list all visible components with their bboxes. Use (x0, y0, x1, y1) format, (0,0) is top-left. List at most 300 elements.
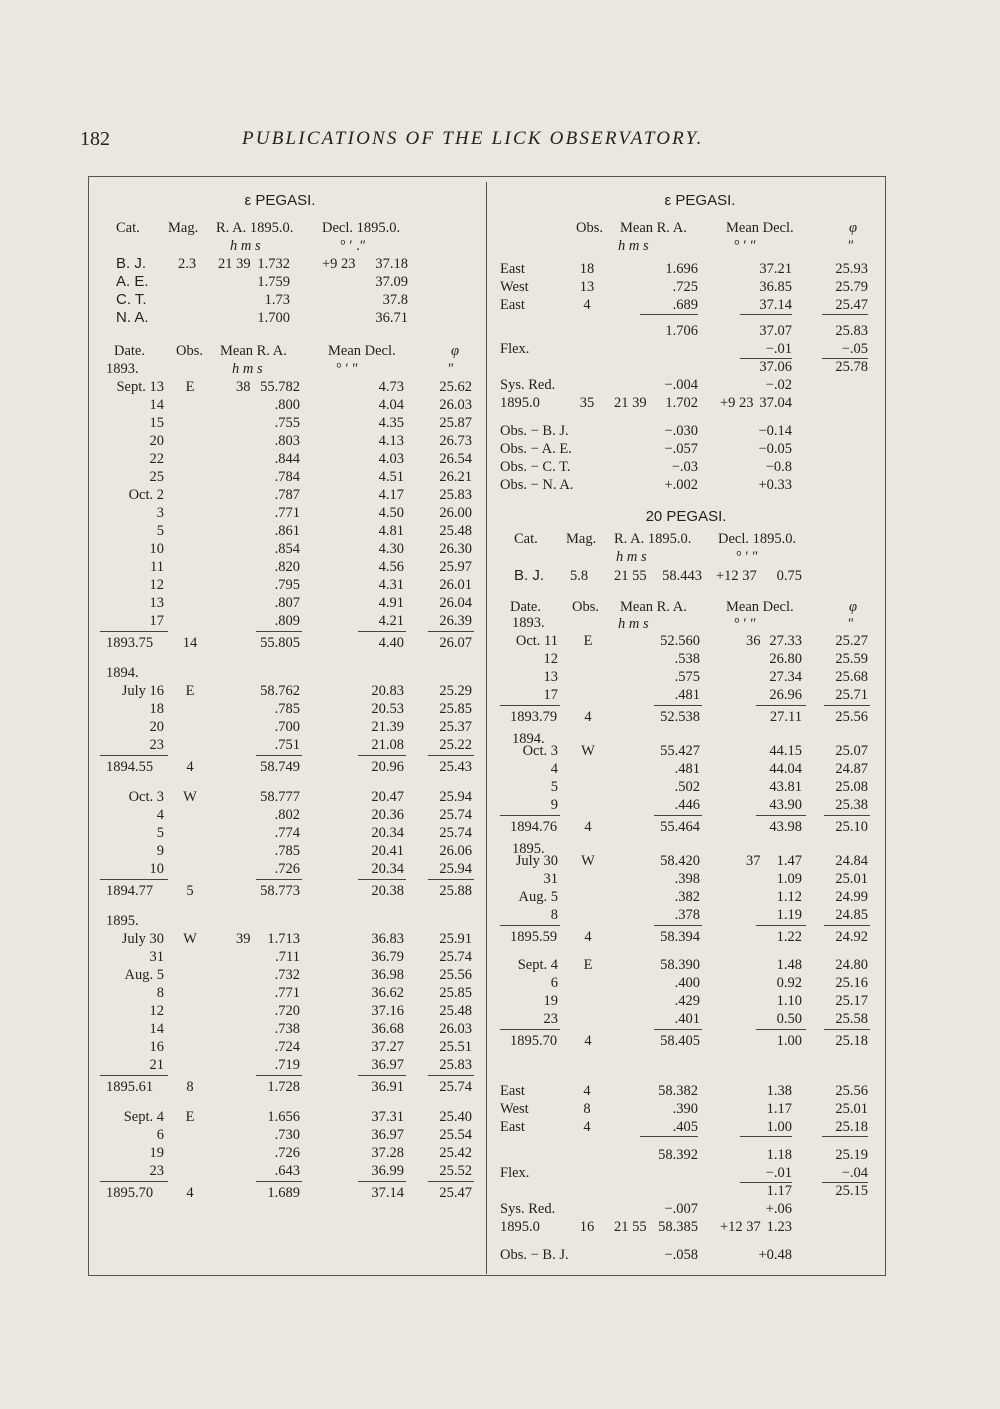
obs-observer: E (185, 1109, 195, 1125)
obs-phi: 24.92 (835, 929, 868, 945)
obs-phi: 26.03 (439, 1021, 472, 1037)
column-divider (486, 182, 487, 1274)
obs-phi: 25.07 (835, 743, 868, 759)
obs-ra-sec: .575 (674, 669, 700, 685)
obs-decl: 36.68 (371, 1021, 404, 1037)
obs-decl: 36.79 (371, 949, 404, 965)
summary-label: East (500, 297, 525, 313)
summary-label: Obs. − N. A. (500, 477, 574, 493)
obs-date: 12 (149, 577, 164, 593)
sum-rule (824, 705, 870, 706)
summary-label: Sys. Red. (500, 1201, 556, 1217)
obs-date: 16 (149, 1039, 164, 1055)
obs-ra-sec: 55.782 (260, 379, 300, 395)
obs-date: 14 (149, 1021, 164, 1037)
obs-date: 6 (550, 975, 558, 991)
summary-decl-sec: 36.85 (759, 279, 792, 295)
sum-rule (428, 879, 474, 880)
obs-date: 21 (149, 1057, 164, 1073)
obs-decl: 0.50 (776, 1011, 802, 1027)
obs-decl: 36.62 (371, 985, 404, 1001)
obs-phi: 25.83 (439, 487, 472, 503)
summary-label: East (500, 1083, 525, 1099)
obs-decl: 20.53 (371, 701, 404, 717)
summary-obs: 16 (579, 1219, 595, 1235)
catalog-name: B. J. (514, 567, 545, 584)
col-header-mean-ra: Mean R. A. (620, 599, 687, 615)
obs-date: 3 (156, 505, 164, 521)
obs-decl: 4.73 (378, 379, 404, 395)
summary-decl-sec: 37.21 (759, 261, 792, 277)
obs-date: 22 (149, 451, 164, 467)
obs-phi: 24.99 (835, 889, 868, 905)
sum-rule (756, 925, 806, 926)
phi-units: ″ (848, 616, 855, 632)
obs-decl: 1.22 (776, 929, 802, 945)
obs-ra-sec: .751 (274, 737, 300, 753)
ra-units: h m s (618, 616, 649, 632)
obs-phi: 24.84 (835, 853, 868, 869)
obs-decl: 4.21 (378, 613, 404, 629)
summary-phi: 25.56 (835, 1083, 868, 1099)
obs-phi: 25.18 (835, 1033, 868, 1049)
obs-date: 23 (149, 1163, 164, 1179)
obs-ra-sec: .726 (274, 1145, 300, 1161)
obs-decl: 20.83 (371, 683, 404, 699)
col-header-mean-decl: Mean Decl. (726, 599, 794, 615)
obs-decl: 1.10 (776, 993, 802, 1009)
obs-observer: 4 (584, 929, 592, 945)
obs-phi: 24.87 (835, 761, 868, 777)
obs-decl: 27.33 (769, 633, 802, 649)
obs-ra-sec: 55.464 (660, 819, 700, 835)
obs-date: 18 (149, 701, 164, 717)
obs-date: 11 (150, 559, 164, 575)
sum-rule (358, 1181, 406, 1182)
summary-decl-sec: +0.33 (758, 477, 792, 493)
obs-phi: 26.07 (439, 635, 472, 651)
obs-phi: 25.48 (439, 523, 472, 539)
sum-rule (500, 705, 560, 706)
obs-ra-sec: .378 (674, 907, 700, 923)
ra-units: h m s (230, 238, 261, 254)
obs-date: 10 (149, 861, 164, 877)
obs-ra-sec: .800 (274, 397, 300, 413)
phi-units: ″ (848, 238, 855, 254)
obs-ra-sec: .795 (274, 577, 300, 593)
obs-phi: 26.03 (439, 397, 472, 413)
summary-ra-sec: −.007 (664, 1201, 698, 1217)
summary-decl-sec: −0.05 (758, 441, 792, 457)
summary-decl-sec: −.02 (765, 377, 792, 393)
obs-ra-sec: .538 (674, 651, 700, 667)
catalog-name: B. J. (116, 255, 147, 272)
obs-date: Sept. 4 (517, 957, 558, 973)
summary-phi: 25.79 (835, 279, 868, 295)
summary-decl-sec: 37.14 (740, 296, 792, 315)
obs-ra-sec: 52.560 (660, 633, 700, 649)
sum-rule (756, 815, 806, 816)
summary-decl-sec: 37.04 (759, 395, 792, 411)
obs-decl: 1.48 (776, 957, 802, 973)
obs-phi: 25.48 (439, 1003, 472, 1019)
summary-label: Obs. − B. J. (500, 1247, 569, 1263)
catalog-ra-hm: 21 39 (218, 256, 251, 272)
summary-ra-sec: 1.702 (665, 395, 698, 411)
summary-ra-sec: .405 (640, 1118, 698, 1137)
summary-label: Obs. − B. J. (500, 423, 569, 439)
summary-obs: 4 (583, 297, 591, 313)
obs-date: 17 (149, 613, 164, 629)
obs-date: 23 (149, 737, 164, 753)
summary-ra-sec: .390 (672, 1101, 698, 1117)
obs-decl: 37.28 (371, 1145, 404, 1161)
obs-ra-sec: 58.749 (260, 759, 300, 775)
catalog-decl-dm: +9 23 (322, 256, 356, 272)
col-header-cat: Cat. (116, 220, 140, 236)
summary-phi: 25.01 (835, 1101, 868, 1117)
col-header-mean-ra: Mean R. A. (220, 343, 287, 359)
obs-phi: 25.43 (439, 759, 472, 775)
obs-observer: E (583, 633, 593, 649)
col-header-obs: Obs. (176, 343, 203, 359)
obs-ra-sec: .481 (674, 687, 700, 703)
summary-decl-sec: 1.17 (766, 1101, 792, 1117)
obs-decl: 4.31 (378, 577, 404, 593)
catalog-ra-s: 1.700 (257, 310, 290, 326)
col-header-date: Date. (114, 343, 145, 359)
obs-phi: 25.51 (439, 1039, 472, 1055)
section-title: 20 PEGASI. (645, 508, 727, 525)
catalog-decl-dm: +12 37 (716, 568, 757, 584)
obs-ra-sec: .807 (274, 595, 300, 611)
obs-date: 25 (149, 469, 164, 485)
obs-phi: 25.71 (835, 687, 868, 703)
summary-ra-sec: 1.696 (665, 261, 698, 277)
obs-date: 1894. (106, 665, 139, 681)
sum-rule (654, 925, 702, 926)
obs-decl: 43.81 (769, 779, 802, 795)
catalog-name: N. A. (116, 309, 149, 326)
obs-phi: 25.97 (439, 559, 472, 575)
summary-label: Obs. − A. E. (500, 441, 572, 457)
obs-date: 13 (149, 595, 164, 611)
obs-decl: 20.36 (371, 807, 404, 823)
sum-rule (500, 815, 560, 816)
obs-ra-sec: 55.805 (260, 635, 300, 651)
obs-phi: 24.85 (835, 907, 868, 923)
sum-rule (654, 705, 702, 706)
obs-date: 1894.77 (106, 883, 154, 899)
obs-ra-sec: .854 (274, 541, 300, 557)
obs-phi: 25.16 (835, 975, 868, 991)
section-title: ε PEGASI. (244, 192, 316, 209)
obs-ra-sec: .785 (274, 843, 300, 859)
obs-date: 5 (550, 779, 558, 795)
obs-decl: 20.47 (371, 789, 404, 805)
summary-phi: 25.15 (835, 1183, 868, 1199)
sum-rule (500, 1029, 560, 1030)
catalog-name: A. E. (116, 273, 149, 290)
obs-ra-sec: .400 (674, 975, 700, 991)
obs-ra-sec: .700 (274, 719, 300, 735)
catalog-ra-s: 1.759 (257, 274, 290, 290)
col-header-decl: Decl. 1895.0. (718, 531, 797, 547)
page-header (80, 128, 940, 158)
obs-observer: 8 (186, 1079, 194, 1095)
obs-ra-sec: .446 (674, 797, 700, 813)
obs-date: 19 (149, 1145, 164, 1161)
obs-ra-sec: .502 (674, 779, 700, 795)
obs-phi: 25.47 (439, 1185, 472, 1201)
obs-phi: 25.88 (439, 883, 472, 899)
obs-decl: 20.38 (371, 883, 404, 899)
col-header-decl: Decl. 1895.0. (322, 220, 401, 236)
obs-date: 1895. (512, 841, 545, 857)
sum-rule (428, 1075, 474, 1076)
summary-ra-sec: +.002 (664, 477, 698, 493)
obs-date: July 30 (121, 931, 164, 947)
summary-ra-sec: .689 (640, 296, 698, 315)
obs-date: 1895.59 (510, 929, 558, 945)
sum-rule (428, 1181, 474, 1182)
sum-rule (358, 1075, 406, 1076)
obs-phi: 25.01 (835, 871, 868, 887)
obs-decl: 1.19 (776, 907, 802, 923)
col-header-ra: R. A. 1895.0. (614, 531, 692, 547)
obs-ra-sec: .774 (274, 825, 300, 841)
obs-phi: 26.00 (439, 505, 472, 521)
summary-ra-sec: −.03 (671, 459, 698, 475)
obs-ra-sec: .803 (274, 433, 300, 449)
obs-decl: 26.96 (769, 687, 802, 703)
summary-label: East (500, 1119, 525, 1135)
obs-date: 4 (550, 761, 558, 777)
obs-date: 14 (149, 397, 164, 413)
sum-rule (756, 1029, 806, 1030)
obs-ra-sec: 58.405 (660, 1033, 700, 1049)
obs-decl: 37.27 (371, 1039, 404, 1055)
obs-phi: 26.21 (439, 469, 472, 485)
obs-phi: 25.59 (835, 651, 868, 667)
col-header-mag: Mag. (168, 220, 199, 236)
obs-phi: 25.08 (835, 779, 868, 795)
obs-observer: W (581, 853, 595, 869)
obs-decl: 0.92 (776, 975, 802, 991)
sum-rule (100, 755, 168, 756)
obs-decl: 4.30 (378, 541, 404, 557)
obs-ra-sec: 1.656 (267, 1109, 300, 1125)
obs-observer: W (183, 789, 197, 805)
obs-decl: 36.99 (371, 1163, 404, 1179)
obs-decl: 36.97 (371, 1057, 404, 1073)
col-header-mean-ra: Mean R. A. (620, 220, 687, 236)
decl-units: ° ′ ″ (336, 361, 359, 377)
obs-date: 31 (543, 871, 558, 887)
obs-date: 12 (149, 1003, 164, 1019)
obs-date: Aug. 5 (518, 889, 558, 905)
obs-date: 12 (543, 651, 558, 667)
obs-date: 19 (543, 993, 558, 1009)
obs-date: 9 (156, 843, 164, 859)
sum-rule (256, 879, 302, 880)
obs-observer: 4 (186, 1185, 194, 1201)
obs-phi: 25.42 (439, 1145, 472, 1161)
obs-decl: 4.56 (378, 559, 404, 575)
obs-date: July 16 (121, 683, 164, 699)
obs-date: 6 (156, 1127, 164, 1143)
obs-ra-sec: 55.427 (660, 743, 700, 759)
col-header-mean-decl: Mean Decl. (328, 343, 396, 359)
sum-rule (256, 755, 302, 756)
obs-ra-sec: .771 (274, 505, 300, 521)
obs-ra-sec: 52.538 (660, 709, 700, 725)
summary-label: Flex. (500, 1165, 530, 1181)
obs-phi: 25.27 (835, 633, 868, 649)
obs-phi: 26.54 (439, 451, 472, 467)
summary-label: Obs. − C. T. (500, 459, 571, 475)
obs-phi: 25.52 (439, 1163, 472, 1179)
catalog-name: C. T. (116, 291, 147, 308)
obs-date: 8 (156, 985, 164, 1001)
obs-phi: 25.87 (439, 415, 472, 431)
obs-decl: 21.39 (371, 719, 404, 735)
obs-ra-sec: 1.713 (267, 931, 300, 947)
obs-date: Oct. 11 (515, 633, 558, 649)
sum-rule (824, 1029, 870, 1030)
obs-phi: 25.10 (835, 819, 868, 835)
obs-date: 1893. (512, 615, 545, 631)
summary-label: Flex. (500, 341, 530, 357)
obs-phi: 25.40 (439, 1109, 472, 1125)
obs-decl: 43.98 (769, 819, 802, 835)
obs-decl: 4.03 (378, 451, 404, 467)
col-header-date: Date. (510, 599, 541, 615)
catalog-decl-s: 37.18 (375, 256, 408, 272)
sum-rule (500, 925, 560, 926)
col-header-phi: φ (848, 220, 858, 236)
obs-ra-sec: .802 (274, 807, 300, 823)
summary-ra-sec: 1.706 (665, 323, 698, 339)
col-header-phi: φ (450, 343, 460, 359)
obs-decl: 36.91 (371, 1079, 404, 1095)
summary-decl-sec: −0.8 (765, 459, 792, 475)
catalog-decl-s: 36.71 (375, 310, 408, 326)
obs-date: 1895.70 (510, 1033, 558, 1049)
obs-ra-sec: .787 (274, 487, 300, 503)
obs-decl: 36.97 (371, 1127, 404, 1143)
col-header-obs: Obs. (576, 220, 603, 236)
obs-phi: 25.74 (439, 807, 472, 823)
obs-ra-sec: .398 (674, 871, 700, 887)
obs-decl: 20.96 (371, 759, 404, 775)
obs-phi: 24.80 (835, 957, 868, 973)
summary-phi: 25.18 (822, 1118, 868, 1137)
obs-ra-sec: .401 (674, 1011, 700, 1027)
obs-decl: 4.50 (378, 505, 404, 521)
obs-date: 9 (550, 797, 558, 813)
obs-ra-sec: 1.689 (267, 1185, 300, 1201)
obs-phi: 25.56 (439, 967, 472, 983)
sum-rule (428, 631, 474, 632)
obs-ra-sec: .724 (274, 1039, 300, 1055)
obs-decl: 21.08 (371, 737, 404, 753)
obs-decl: 4.13 (378, 433, 404, 449)
obs-decl: 4.91 (378, 595, 404, 611)
summary-decl-sec: −.01 (740, 1164, 792, 1183)
summary-obs: 8 (583, 1101, 591, 1117)
sum-rule (428, 755, 474, 756)
sum-rule (256, 1075, 302, 1076)
col-header-cat: Cat. (514, 531, 538, 547)
summary-obs: 18 (579, 261, 595, 277)
summary-phi: 25.83 (835, 323, 868, 339)
summary-phi: 25.78 (835, 359, 868, 375)
obs-date: 20 (149, 719, 164, 735)
obs-decl: 37.31 (371, 1109, 404, 1125)
summary-ra-sec: −.004 (664, 377, 698, 393)
obs-decl: 4.04 (378, 397, 404, 413)
phi-units: ″ (448, 361, 455, 377)
summary-decl-sec: −.01 (740, 340, 792, 359)
obs-ra-sec: .844 (274, 451, 300, 467)
summary-phi: 25.93 (835, 261, 868, 277)
obs-date: Sept. 13 (116, 379, 164, 395)
obs-observer: 4 (584, 819, 592, 835)
summary-obs: 35 (579, 395, 595, 411)
summary-obs: 13 (579, 279, 595, 295)
obs-ra-sec: .726 (274, 861, 300, 877)
obs-phi: 25.74 (439, 949, 472, 965)
obs-decl-min: 37 (746, 853, 761, 869)
obs-ra-sec: .429 (674, 993, 700, 1009)
catalog-ra-s: 58.443 (662, 568, 702, 584)
obs-phi: 25.29 (439, 683, 472, 699)
obs-date: 10 (149, 541, 164, 557)
obs-ra-sec: .809 (274, 613, 300, 629)
sum-rule (100, 1181, 168, 1182)
obs-date: 1893.79 (510, 709, 558, 725)
obs-phi: 25.85 (439, 985, 472, 1001)
sum-rule (358, 631, 406, 632)
obs-phi: 26.01 (439, 577, 472, 593)
obs-ra-sec: .784 (274, 469, 300, 485)
obs-phi: 25.83 (439, 1057, 472, 1073)
obs-decl: 26.80 (769, 651, 802, 667)
obs-observer: 14 (182, 635, 198, 651)
obs-decl: 20.34 (371, 825, 404, 841)
catalog-decl-s: 37.09 (375, 274, 408, 290)
obs-phi: 25.22 (439, 737, 472, 753)
obs-phi: 25.94 (439, 861, 472, 877)
sum-rule (100, 631, 168, 632)
obs-ra-sec: .643 (274, 1163, 300, 1179)
obs-date: 8 (550, 907, 558, 923)
obs-observer: 4 (584, 1033, 592, 1049)
obs-date: Oct. 3 (522, 743, 558, 759)
obs-observer: E (185, 683, 195, 699)
summary-decl-sec: 1.23 (766, 1219, 792, 1235)
obs-phi: 25.68 (835, 669, 868, 685)
obs-decl: 36.98 (371, 967, 404, 983)
sum-rule (756, 705, 806, 706)
summary-ra-hm: 21 39 (614, 395, 647, 411)
obs-ra-sec: 58.390 (660, 957, 700, 973)
obs-date: 15 (149, 415, 164, 431)
page-number: 182 (80, 128, 110, 150)
summary-label: West (500, 279, 529, 295)
running-head: PUBLICATIONS OF THE LICK OBSERVATORY. (242, 128, 704, 149)
